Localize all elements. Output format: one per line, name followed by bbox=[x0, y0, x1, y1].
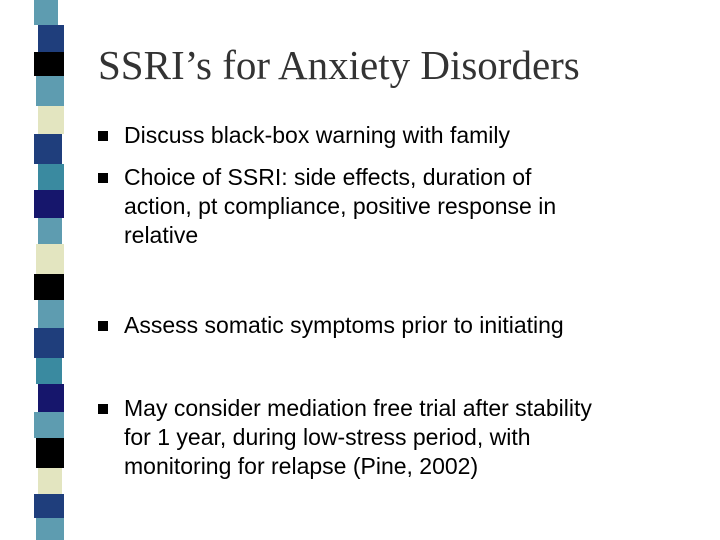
stripe-block bbox=[38, 384, 64, 412]
stripe-block bbox=[34, 274, 64, 300]
stripe-block bbox=[36, 518, 64, 540]
stripe-block bbox=[36, 76, 64, 106]
stripe-block bbox=[34, 134, 62, 164]
stripe-block bbox=[38, 25, 64, 52]
stripe-block bbox=[38, 106, 64, 134]
bullet-text bbox=[124, 311, 708, 340]
bullet-square-icon bbox=[98, 321, 108, 331]
stripe-block bbox=[34, 412, 64, 438]
decorative-stripe bbox=[26, 0, 70, 540]
bullet-line: action, pt compliance, positive response in bbox=[124, 193, 557, 219]
stripe-block bbox=[36, 244, 64, 274]
stripe-block bbox=[38, 218, 62, 244]
stripe-block bbox=[34, 190, 64, 218]
bullet-line: Assess somatic symptoms prior to initiating bbox=[124, 312, 564, 338]
stripe-block bbox=[34, 0, 58, 25]
stripe-block bbox=[34, 328, 64, 358]
bullet-line: Choice of SSRI: side effects, duration of bbox=[124, 164, 532, 190]
bullet-line: May consider mediation free trial after stability bbox=[124, 395, 592, 421]
bullet-text bbox=[124, 163, 708, 250]
bullet-square-icon bbox=[98, 404, 108, 414]
bullet-text bbox=[124, 121, 708, 150]
bullet-text bbox=[124, 394, 708, 481]
stripe-block bbox=[36, 438, 64, 468]
bullet-line: monitoring for relapse (Pine, 2002) bbox=[124, 453, 479, 479]
bullet-line: relative bbox=[124, 222, 199, 248]
stripe-block bbox=[38, 468, 62, 494]
bullet-square-icon bbox=[98, 131, 108, 141]
stripe-block bbox=[34, 52, 64, 76]
bullet-line: Discuss black-box warning with family bbox=[124, 122, 511, 148]
bullet-square-icon bbox=[98, 173, 108, 183]
slide-title: SSRI’s for Anxiety Disorders bbox=[98, 42, 580, 88]
stripe-block bbox=[38, 164, 64, 190]
stripe-block bbox=[34, 494, 64, 518]
stripe-block bbox=[38, 300, 64, 328]
stripe-block bbox=[36, 358, 62, 384]
bullet-line: for 1 year, during low-stress period, with bbox=[124, 424, 531, 450]
